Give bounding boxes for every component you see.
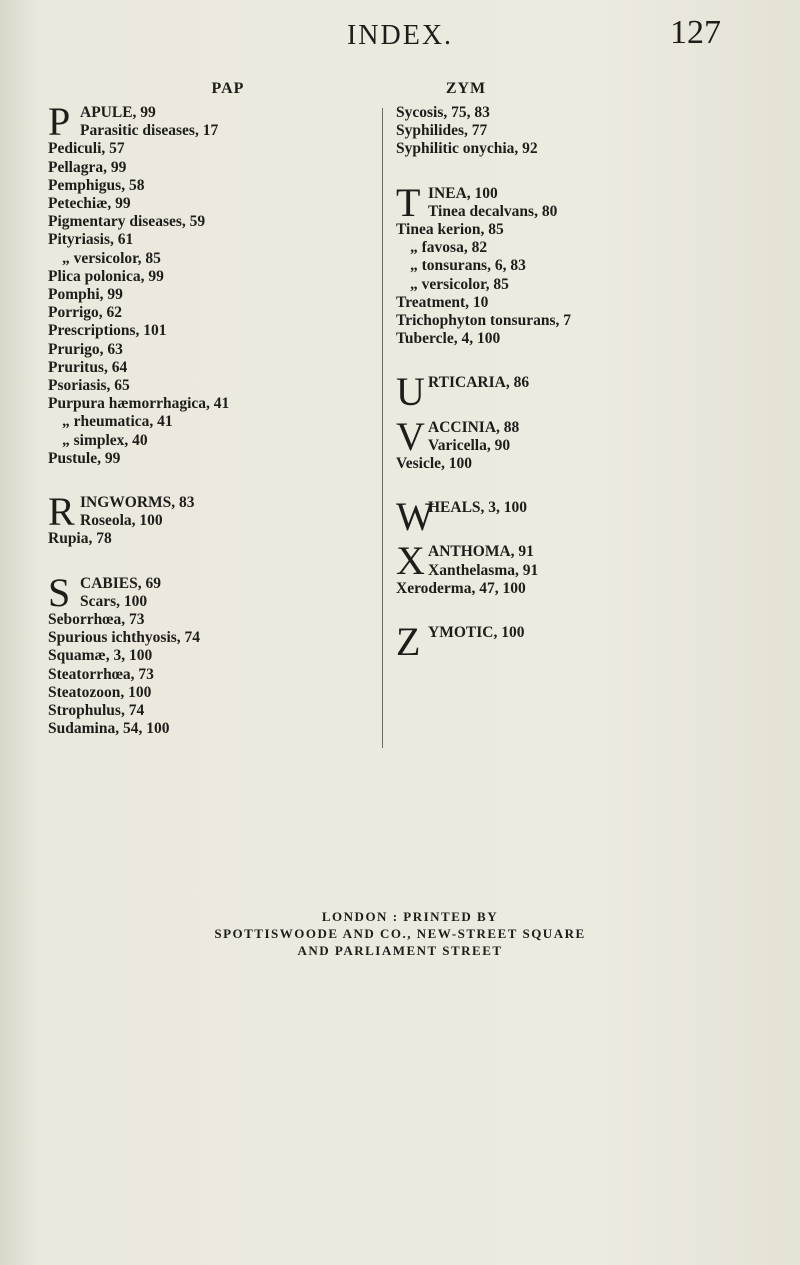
entry-text: INEA, 100 (428, 184, 498, 202)
drop-cap: R (48, 489, 75, 535)
index-entry: Prurigo, 63 (48, 340, 123, 358)
index-entry-first (396, 494, 776, 540)
index-entry: Tinea kerion, 85 (396, 221, 504, 239)
running-title: INDEX. (346, 20, 454, 51)
index-entry: Purpura hæmorrhagica, 41 (48, 395, 230, 413)
entry-text: YMOTIC, 100 (428, 624, 525, 642)
index-entry: Psoriasis, 65 (48, 377, 130, 395)
imprint-line: SPOTTISWOODE AND CO., NEW-STREET SQUARE (214, 926, 586, 941)
index-entry: Pustule, 99 (48, 449, 121, 467)
index-section (48, 569, 368, 739)
index-entry-first (396, 369, 776, 415)
drop-cap: Z (396, 619, 421, 665)
drop-cap: X (396, 538, 425, 584)
index-entry: Parasitic diseases, 17 (80, 122, 219, 140)
index-entry: Petechiæ, 99 (48, 195, 131, 213)
index-entry: Roseola, 100 (80, 512, 163, 530)
left-column (48, 80, 368, 739)
index-entry-first (396, 619, 776, 665)
index-section (48, 489, 368, 549)
entry-text: HEALS, 3, 100 (428, 499, 528, 517)
index-entry: Seborrhœa, 73 (48, 611, 145, 629)
entry-text: INGWORMS, 83 (80, 494, 195, 512)
index-entry: Plica polonica, 99 (48, 267, 164, 285)
index-entry: Prescriptions, 101 (48, 322, 167, 340)
index-entry: „ favosa, 82 (410, 239, 488, 257)
index-entry: Xeroderma, 47, 100 (396, 579, 526, 597)
index-entry: Steatorrhœa, 73 (48, 665, 154, 683)
page-number: 127 (670, 14, 721, 51)
right-column-head: ZYM (445, 80, 487, 97)
drop-cap: S (48, 569, 71, 615)
entry-text: RTICARIA, 86 (428, 374, 530, 392)
index-entry: „ rheumatica, 41 (62, 413, 173, 431)
index-entry: Squamæ, 3, 100 (48, 647, 153, 665)
index-entry: Tubercle, 4, 100 (396, 330, 501, 348)
index-section (396, 494, 776, 540)
index-section (396, 619, 776, 665)
index-entry: „ simplex, 40 (62, 431, 148, 449)
entry-text: ANTHOMA, 91 (428, 543, 534, 561)
drop-cap: P (48, 99, 71, 144)
index-section (396, 104, 776, 159)
index-entry: Scars, 100 (80, 592, 148, 610)
index-entry: Varicella, 90 (428, 436, 511, 454)
index-entry: „ versicolor, 85 (410, 275, 509, 293)
index-entry: „ versicolor, 85 (62, 249, 161, 267)
index-entry: Pemphigus, 58 (48, 176, 145, 194)
index-entry: Tinea decalvans, 80 (428, 202, 558, 220)
index-entry: Strophulus, 74 (48, 702, 145, 720)
index-entry: Pruritus, 64 (48, 358, 128, 376)
index-section (396, 413, 776, 474)
index-entry: Xanthelasma, 91 (428, 561, 539, 579)
index-entry: Pityriasis, 61 (48, 231, 134, 249)
entry-text: CABIES, 69 (80, 574, 161, 592)
index-entry: Sycosis, 75, 83 (396, 104, 490, 121)
entry-text: ACCINIA, 88 (428, 418, 520, 436)
index-entry: Vesicle, 100 (396, 455, 473, 473)
drop-cap: T (396, 179, 421, 225)
index-entry: Rupia, 78 (48, 530, 112, 548)
left-column-head: PAP (211, 80, 245, 97)
index-entry: Syphilides, 77 (396, 122, 488, 140)
index-entry: Steatozoon, 100 (48, 683, 152, 701)
index-entry: Syphilitic onychia, 92 (396, 140, 538, 158)
index-entry: Pediculi, 57 (48, 140, 125, 158)
index-entry: Trichophyton tonsurans, 7 (396, 312, 571, 330)
drop-cap: U (396, 369, 425, 415)
drop-cap: V (396, 413, 425, 459)
index-section (396, 179, 776, 349)
index-entry: Pellagra, 99 (48, 158, 127, 176)
index-section (48, 99, 368, 468)
index-entry: Treatment, 10 (396, 293, 489, 311)
index-entry: Pigmentary diseases, 59 (48, 213, 206, 231)
index-entry: Sudamina, 54, 100 (48, 720, 170, 738)
printer-imprint (0, 908, 800, 959)
entry-text: APULE, 99 (80, 104, 156, 121)
imprint-line: AND PARLIAMENT STREET (297, 943, 503, 958)
index-section (396, 369, 776, 415)
drop-cap: W (396, 494, 434, 540)
right-column (396, 80, 776, 665)
index-entry: Pomphi, 99 (48, 286, 123, 304)
index-entry: Porrigo, 62 (48, 304, 123, 322)
index-section (396, 538, 776, 598)
index-entry: Spurious ichthyosis, 74 (48, 629, 201, 647)
imprint-line: LONDON : PRINTED BY (321, 909, 499, 924)
index-entry: „ tonsurans, 6, 83 (410, 257, 526, 275)
column-divider (382, 108, 383, 748)
